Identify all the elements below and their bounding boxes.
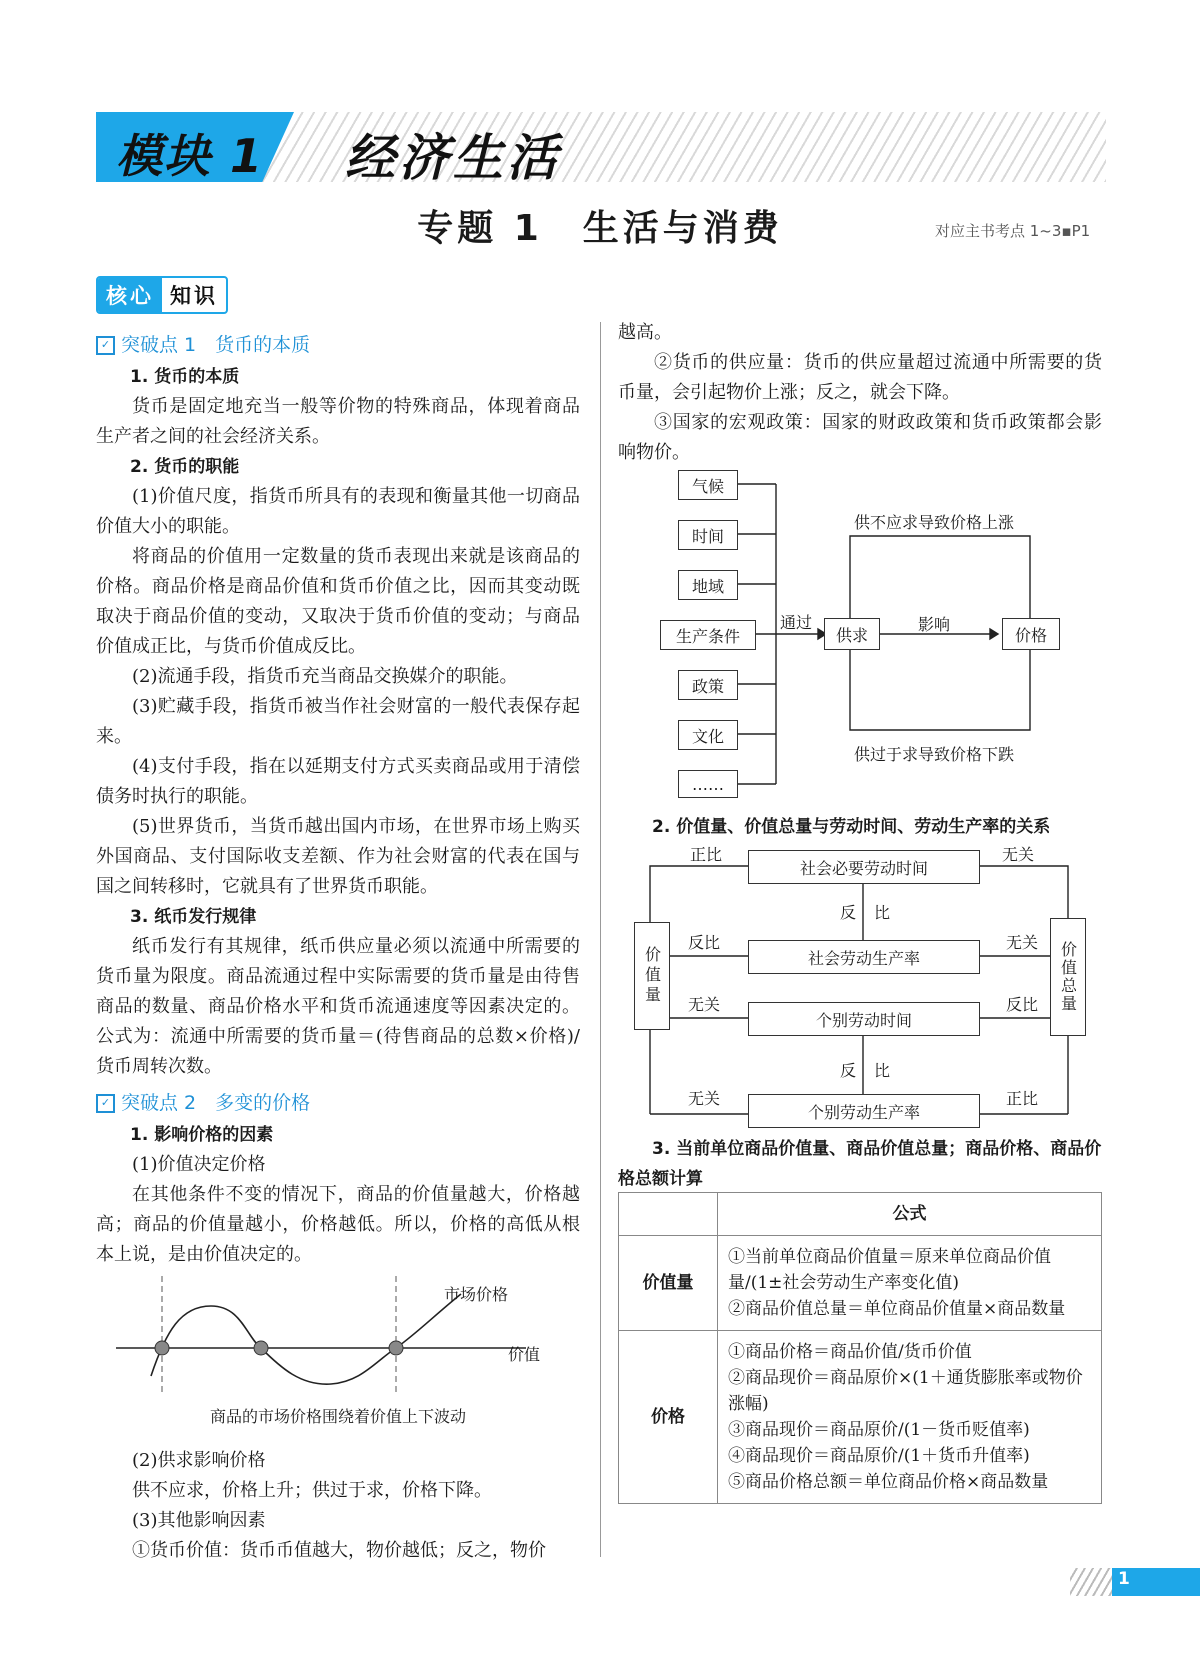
paragraph: 货币是固定地充当一般等价物的特殊商品，体现着商品生产者之间的社会经济关系。 (96, 396, 580, 447)
heading: 1. 影响价格的因素 (130, 1125, 274, 1145)
heading: 1. 货币的本质 (130, 367, 240, 387)
checkbox-icon: ✓ (96, 1094, 115, 1113)
paragraph: 越高。 (618, 322, 672, 343)
formula-line: ②商品现价＝商品原价×(1＋通货膨胀率或物价涨幅) (728, 1368, 1083, 1414)
relation-label: 无关 (1006, 933, 1039, 952)
paragraph: (3)其他影响因素 (132, 1510, 266, 1531)
paragraph: ②货币的供应量：货币的供应量超过流通中所需要的货币量，会引起物价上涨；反之，就会下降。 (618, 352, 1102, 403)
supply-demand-box: 供求 (824, 618, 880, 650)
row-head: 价值量 (619, 1236, 718, 1331)
formula-line: ②商品价值总量＝单位商品价值量×商品数量 (728, 1299, 1066, 1319)
table-corner (619, 1193, 718, 1236)
intersection-point (254, 1341, 268, 1355)
factor-box: 时间 (678, 520, 738, 550)
influence-label: 影响 (918, 615, 951, 634)
formula-line: ⑤商品价格总额＝单位商品价格×商品数量 (728, 1472, 1049, 1492)
relation-label: 无关 (1002, 845, 1035, 864)
relation-label: 无关 (688, 1089, 721, 1108)
section-heading: 3. 当前单位商品价值量、商品价值总量；商品价格、商品价格总额计算 (618, 1139, 1102, 1189)
relation-label: 正比 (1006, 1089, 1039, 1108)
module-label: 模块 1 (116, 129, 265, 183)
paragraph: ①货币价值：货币币值越大，物价越低；反之，物价 (132, 1540, 546, 1561)
intersection-point (155, 1341, 169, 1355)
bp1-text: 突破点 1 货币的本质 (121, 334, 311, 356)
checkbox-icon: ✓ (96, 336, 115, 355)
factor-box: 气候 (678, 470, 738, 500)
wave-caption: 商品的市场价格围绕着价值上下波动 (209, 1407, 466, 1426)
market-price-label: 市场价格 (444, 1285, 509, 1304)
section-heading: 2. 价值量、价值总量与劳动时间、劳动生产率的关系 (652, 817, 1051, 837)
formula-cell (718, 1331, 1102, 1504)
paragraph: 将商品的价值用一定数量的货币表现出来就是该商品的价格。商品价格是商品价值和货币价值之比，因而其变动既取决于商品价值的变动，又取决于货币价值的变动；与商品价值成正比，与货币价值成反比。 (96, 546, 580, 657)
breakthrough-heading-2 (96, 1088, 580, 1118)
reference-note: 对应主书考点 1~3▪P1 (935, 222, 1091, 240)
intersection-point (389, 1341, 403, 1355)
factor-box: 生产条件 (660, 620, 756, 650)
formula-line: ③商品现价＝商品原价/(1－货币贬值率) (728, 1420, 1030, 1440)
factor-box: 地域 (678, 570, 738, 600)
core-tag-right: 知识 (170, 284, 218, 308)
core-tag-left: 核心 (98, 278, 162, 312)
relation-label: 比 (874, 903, 891, 922)
paragraph: ③国家的宏观政策：国家的财政政策和货币政策都会影响物价。 (618, 412, 1102, 463)
table-row (619, 1331, 1102, 1504)
paragraph: (4)支付手段，指在以延期支付方式买卖商品或用于清偿债务时执行的职能。 (96, 756, 580, 807)
formula-cell (718, 1236, 1102, 1331)
module-title: 经济生活 (345, 129, 561, 187)
column-divider (600, 322, 601, 1557)
formula-line: ④商品现价＝商品原价/(1＋货币升值率) (728, 1446, 1030, 1466)
paragraph: (1)价值决定价格 (132, 1154, 266, 1175)
table-header-row (619, 1193, 1102, 1236)
table-row (619, 1236, 1102, 1331)
paragraph: (5)世界货币，当货币越出国内市场，在世界市场上购买外国商品、支付国际收支差额、作为社会财富的代表在国与国之间转移时，它就具有了世界货币职能。 (96, 816, 580, 897)
slp-box: 社会劳动生产率 (748, 940, 980, 974)
right-column (618, 318, 1102, 468)
paragraph: (2)流通手段，指货币充当商品交换媒介的职能。 (132, 666, 518, 687)
heading: 3. 纸币发行规律 (130, 907, 257, 927)
relation-label: 无关 (688, 995, 721, 1014)
core-knowledge-tag (96, 276, 228, 314)
ilp-box: 个别劳动生产率 (748, 1094, 980, 1128)
left-column (96, 328, 580, 1566)
breakthrough-heading-1 (96, 330, 580, 360)
factor-box: 政策 (678, 670, 738, 700)
factor-box: …… (678, 770, 738, 798)
value-qty-box: 价值量 (634, 922, 670, 1030)
price-factor-diagram (618, 460, 1102, 796)
formula-line: ①商品价格＝商品价值/货币价值 (728, 1342, 972, 1362)
paragraph: 供不应求，价格上升；供过于求，价格下降。 (132, 1480, 492, 1501)
paragraph: 在其他条件不变的情况下，商品的价值量越大，价格越高；商品的价值量越小，价格越低。所以，价格的高低从根本上说，是由价值决定的。 (96, 1184, 580, 1265)
relation-label: 反 (840, 903, 857, 922)
price-wave-figure (96, 1276, 580, 1446)
topic-title: 专题 1 生活与消费 (417, 208, 783, 249)
relation-label: 比 (874, 1061, 891, 1080)
value-label: 价值 (508, 1345, 541, 1364)
relation-label: 反 (840, 1061, 857, 1080)
heading: 2. 货币的职能 (130, 457, 240, 477)
table-header: 公式 (718, 1193, 1102, 1236)
paragraph: (3)贮藏手段，指货币被当作社会财富的一般代表保存起来。 (96, 696, 580, 747)
relation-label: 反比 (688, 933, 721, 952)
value-relation-diagram (618, 838, 1102, 1126)
relation-label: 反比 (1006, 995, 1039, 1014)
paragraph: (1)价值尺度，指货币所具有的表现和衡量其他一切商品价值大小的职能。 (96, 486, 580, 537)
paragraph: (2)供求影响价格 (132, 1450, 266, 1471)
row-head: 价格 (619, 1331, 718, 1504)
factor-box: 文化 (678, 720, 738, 750)
formula-line: ①当前单位商品价值量＝原来单位商品价值量/(1±社会劳动生产率变化值) (728, 1247, 1051, 1293)
fall-label: 供过于求导致价格下跌 (854, 745, 1015, 764)
market-price-curve (151, 1294, 461, 1384)
relation-label: 正比 (690, 845, 723, 864)
ilt-box: 个别劳动时间 (748, 1002, 980, 1036)
paragraph: 纸币发行有其规律，纸币供应量必须以流通中所需要的货币量为限度。商品流通过程中实际需要的货币量是由待售商品的数量、商品价格水平和货币流通速度等因素决定的。公式为：流通中所需要的货币量＝(待售商品的总数×价格)/货币周转次数。 (96, 936, 580, 1077)
snlt-box: 社会必要劳动时间 (748, 850, 980, 884)
value-total-box: 价值总量 (1050, 918, 1086, 1036)
price-box: 价格 (1002, 618, 1060, 650)
bp2-text: 突破点 2 多变的价格 (121, 1092, 311, 1114)
page-number: 1 (1118, 1569, 1130, 1589)
rise-label: 供不应求导致价格上涨 (854, 513, 1015, 532)
via-label: 通过 (780, 613, 813, 632)
formula-table (618, 1192, 1102, 1504)
